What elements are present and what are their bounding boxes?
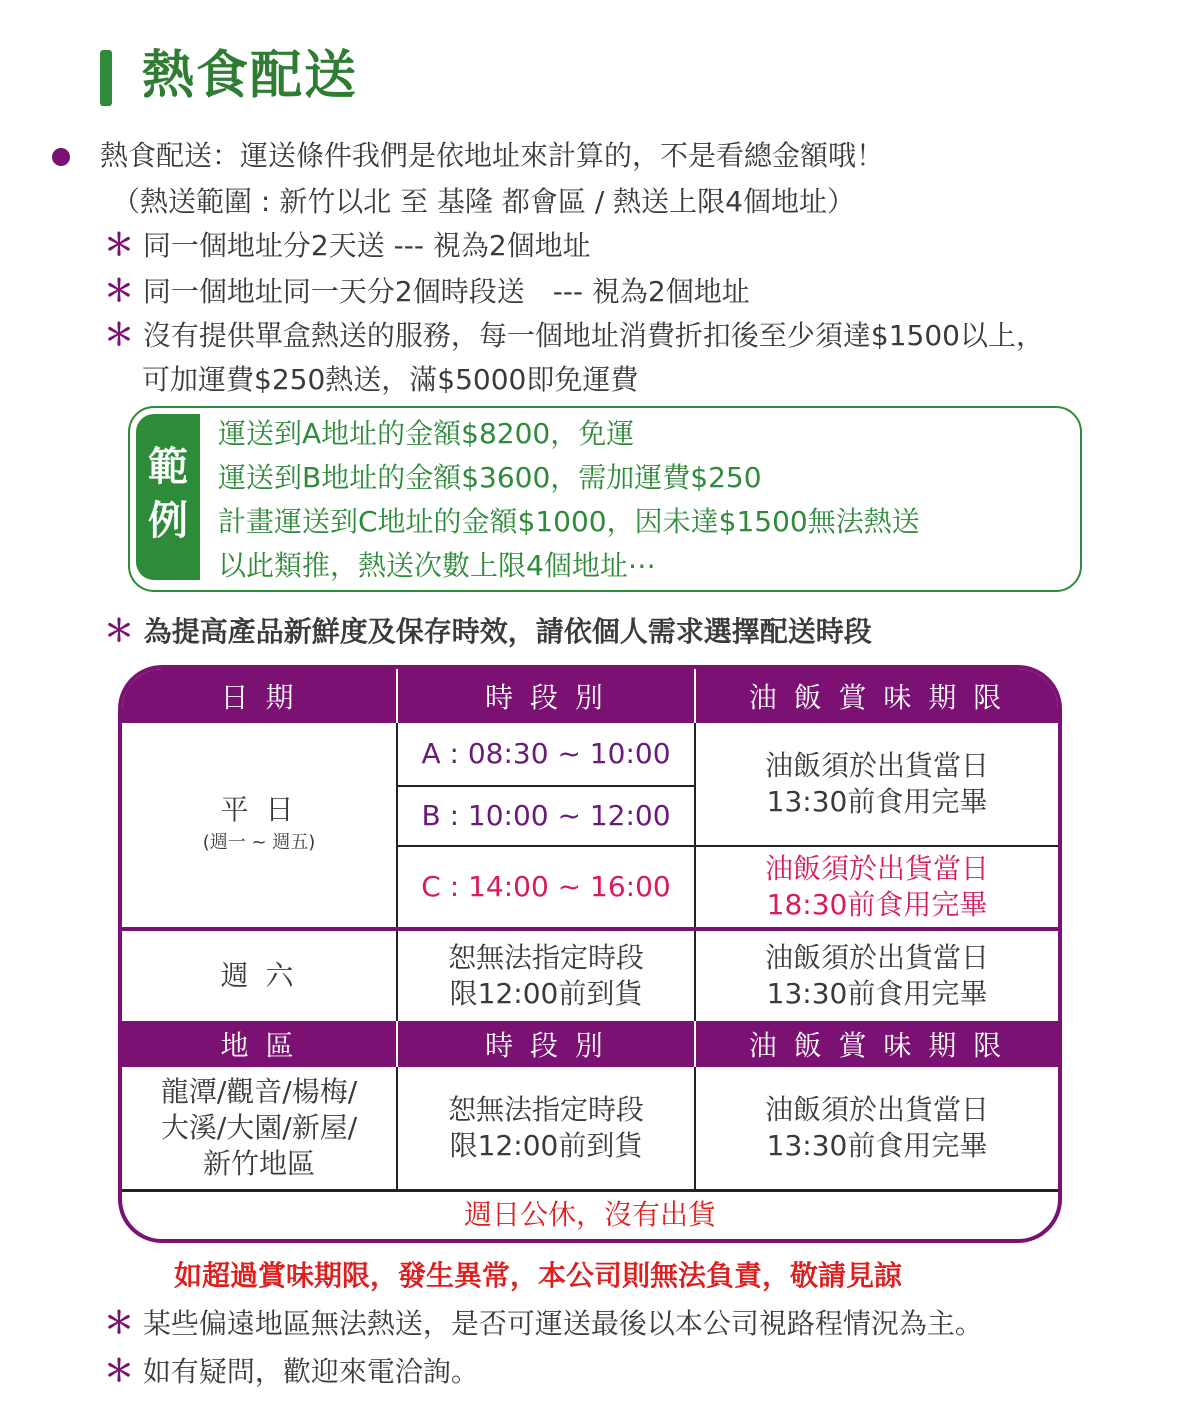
table-footer: 週日公休，沒有出貨	[463, 1198, 716, 1231]
intro-line-2: （熱送範圍 : 新竹以北 至 基隆 都會區 / 熱送上限4個地址）	[112, 185, 855, 218]
region-line: 龍潭/觀音/楊梅/	[160, 1075, 358, 1108]
star-icon: ＊	[104, 228, 134, 263]
delivery-schedule-table	[118, 665, 1062, 1243]
example-tag	[136, 414, 200, 580]
star-icon: ＊	[104, 318, 134, 353]
star-icon: ＊	[104, 1354, 134, 1389]
expiry-line: 油飯須於出貨當日	[764, 941, 989, 974]
slot-line: 恕無法指定時段	[447, 1093, 644, 1126]
expiry-line: 13:30前食用完畢	[766, 785, 988, 818]
expiry-c	[696, 847, 1058, 927]
saturday-label: 週 六	[220, 959, 298, 992]
divider	[396, 1067, 398, 1189]
note-item	[104, 1352, 479, 1392]
header-expiry: 油 飯 賞 味 期 限	[696, 669, 1058, 723]
region-label	[122, 1067, 396, 1189]
weekday-label: 平 日	[220, 793, 298, 826]
intro-line-1: 熱食配送：運送條件我們是依地址來計算的，不是看總金額哦！	[100, 139, 885, 172]
header-region: 地 區	[122, 1021, 396, 1067]
divider	[694, 1067, 696, 1189]
rule-text: 同一個地址同一天分2個時段送 --- 視為2個地址	[142, 275, 750, 308]
slot-c: C : 14:00 ~ 16:00	[421, 870, 671, 903]
page-title: 熱食配送	[142, 46, 359, 106]
slot-a: A : 08:30 ~ 10:00	[421, 737, 671, 770]
expiry-line: 油飯須於出貨當日	[764, 749, 989, 782]
bullet-dot	[52, 148, 70, 166]
weekday-cell	[122, 723, 396, 927]
rule-item	[104, 612, 872, 652]
warning-text: 如超過賞味期限，發生異常，本公司則無法負責，敬請見諒	[174, 1259, 903, 1292]
star-icon: ＊	[104, 1306, 134, 1341]
header-timeslot-2: 時 段 別	[398, 1021, 694, 1067]
title-accent-bar	[100, 50, 112, 106]
slot-line: 限12:00前到貨	[449, 977, 643, 1010]
rule-item	[104, 226, 591, 266]
slot-line: 限12:00前到貨	[449, 1129, 643, 1162]
divider	[398, 845, 1058, 847]
example-tag-char-1: 範	[148, 444, 188, 490]
rule-item	[104, 316, 1044, 356]
header-divider	[396, 669, 398, 723]
header-timeslot: 時 段 別	[398, 669, 694, 723]
star-icon: ＊	[104, 614, 134, 649]
rule-text: 沒有提供單盒熱送的服務，每一個地址消費折扣後至少須達$1500以上，	[142, 319, 1044, 352]
rule-text: 同一個地址分2天送 --- 視為2個地址	[142, 229, 591, 262]
saturday-slot	[398, 931, 694, 1021]
region-line: 大溪/大園/新屋/	[160, 1111, 358, 1144]
expiry-line: 13:30前食用完畢	[766, 1129, 988, 1162]
saturday-expiry	[696, 931, 1058, 1021]
example-line: 運送到B地址的金額$3600，需加運費$250	[218, 461, 762, 494]
slot-line: 恕無法指定時段	[447, 941, 644, 974]
example-line: 運送到A地址的金額$8200，免運	[218, 417, 635, 450]
note-text: 某些偏遠地區無法熱送，是否可運送最後以本公司視路程情況為主。	[142, 1307, 983, 1340]
slot-b: B : 10:00 ~ 12:00	[421, 799, 671, 832]
expiry-line: 18:30前食用完畢	[766, 888, 988, 921]
expiry-line: 油飯須於出貨當日	[764, 852, 989, 885]
header-divider	[694, 669, 696, 723]
region-expiry	[696, 1067, 1058, 1189]
region-line: 新竹地區	[202, 1147, 315, 1180]
note-item	[104, 1304, 983, 1344]
expiry-line: 13:30前食用完畢	[766, 977, 988, 1010]
region-slot	[398, 1067, 694, 1189]
rule-item	[104, 272, 750, 312]
header-expiry-2: 油 飯 賞 味 期 限	[696, 1021, 1058, 1067]
header-divider	[694, 1021, 696, 1067]
example-line: 以此類推，熱送次數上限4個地址⋯	[218, 549, 656, 582]
expiry-line: 油飯須於出貨當日	[764, 1093, 989, 1126]
divider	[398, 785, 694, 787]
rule-text-continued: 可加運費$250熱送，滿$5000即免運費	[142, 363, 639, 396]
rule-text: 為提高產品新鮮度及保存時效，請依個人需求選擇配送時段	[143, 615, 872, 648]
example-tag-char-2: 例	[148, 498, 188, 544]
weekday-sub: (週一 ~ 週五)	[202, 832, 316, 853]
expiry-ab	[696, 723, 1058, 845]
note-text: 如有疑問，歡迎來電洽詢。	[142, 1355, 479, 1388]
example-line: 計畫運送到C地址的金額$1000，因未達$1500無法熱送	[218, 505, 920, 538]
star-icon: ＊	[104, 274, 134, 309]
header-divider	[396, 1021, 398, 1067]
header-date: 日 期	[122, 669, 396, 723]
